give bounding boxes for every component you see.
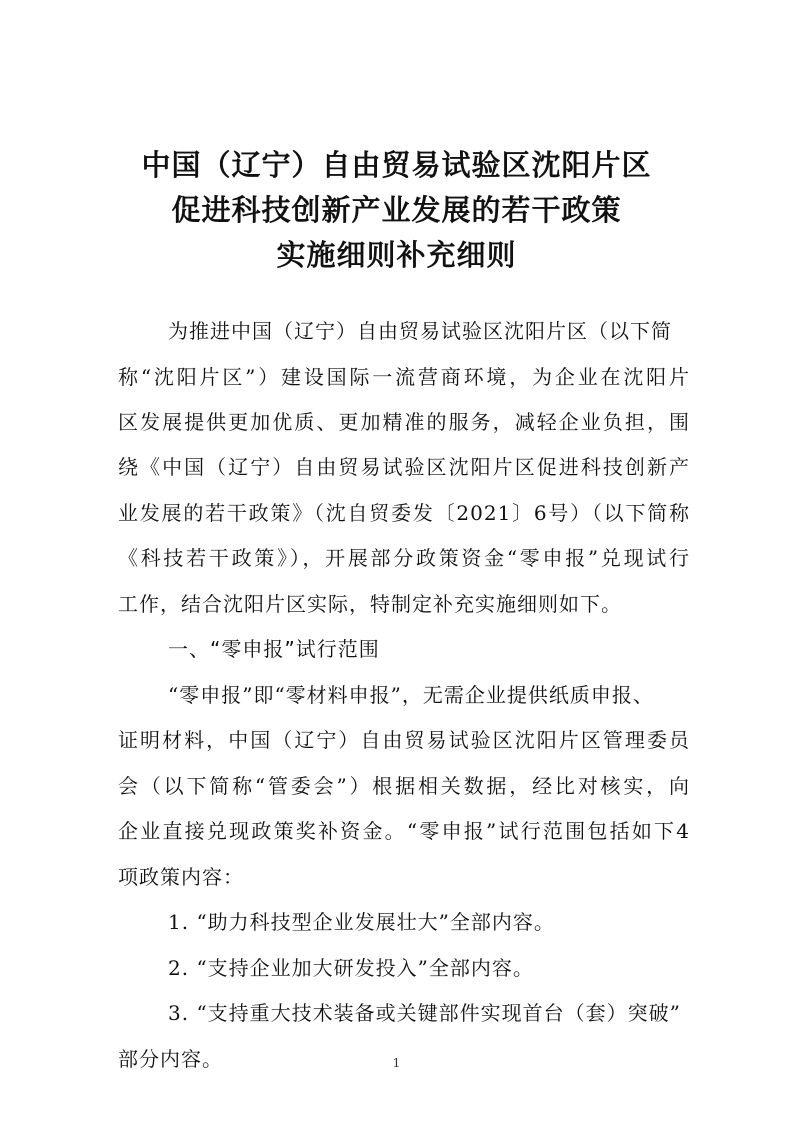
section-heading: 一、“零申报”试行范围 — [168, 637, 380, 661]
title-line-1: 中国（辽宁）自由贸易试验区沈阳片区 — [141, 148, 652, 182]
intro-line-7: 工作，结合沈阳片区实际，特制定补充实施细则如下。 — [118, 592, 622, 616]
section-line-5: 项政策内容： — [118, 865, 244, 889]
intro-line-2: 称“沈阳片区”）建设国际一流营商环境，为企业在沈阳片 — [118, 365, 690, 389]
intro-line-6: 《科技若干政策》），开展部分政策资金“零申报”兑现试行 — [118, 546, 690, 570]
title-line-3: 实施细则补充细则 — [276, 238, 517, 272]
list-item-3: 3. “支持重大技术装备或关键部件实现首台（套）突破” — [168, 1001, 681, 1025]
list-item-3-continued: 部分内容。 — [118, 1047, 223, 1071]
intro-line-3: 区发展提供更加优质、更加精准的服务，减轻企业负担，围 — [118, 410, 690, 434]
list-item-2: 2. “支持企业加大研发投入”全部内容。 — [168, 956, 534, 980]
intro-line-1: 为推进中国（辽宁）自由贸易试验区沈阳片区（以下简 — [168, 319, 672, 343]
section-line-3: 会（以下简称“管委会”）根据相关数据，经比对核实，向 — [118, 774, 690, 798]
title-line-2: 促进科技创新产业发展的若干政策 — [171, 193, 622, 227]
list-item-1: 1. “助力科技型企业发展壮大”全部内容。 — [168, 910, 555, 934]
intro-line-5: 业发展的若干政策》（沈自贸委发〔2021〕6号）（以下简称 — [118, 501, 690, 525]
section-line-2: 证明材料，中国（辽宁）自由贸易试验区沈阳片区管理委员 — [118, 728, 690, 752]
page-number: 1 — [392, 1056, 401, 1070]
section-line-4: 企业直接兑现政策奖补资金。“零申报”试行范围包括如下4 — [118, 819, 690, 843]
intro-line-4: 绕《中国（辽宁）自由贸易试验区沈阳片区促进科技创新产 — [118, 455, 690, 479]
section-line-1: “零申报”即“零材料申报”，无需企业提供纸质申报、 — [168, 683, 654, 707]
